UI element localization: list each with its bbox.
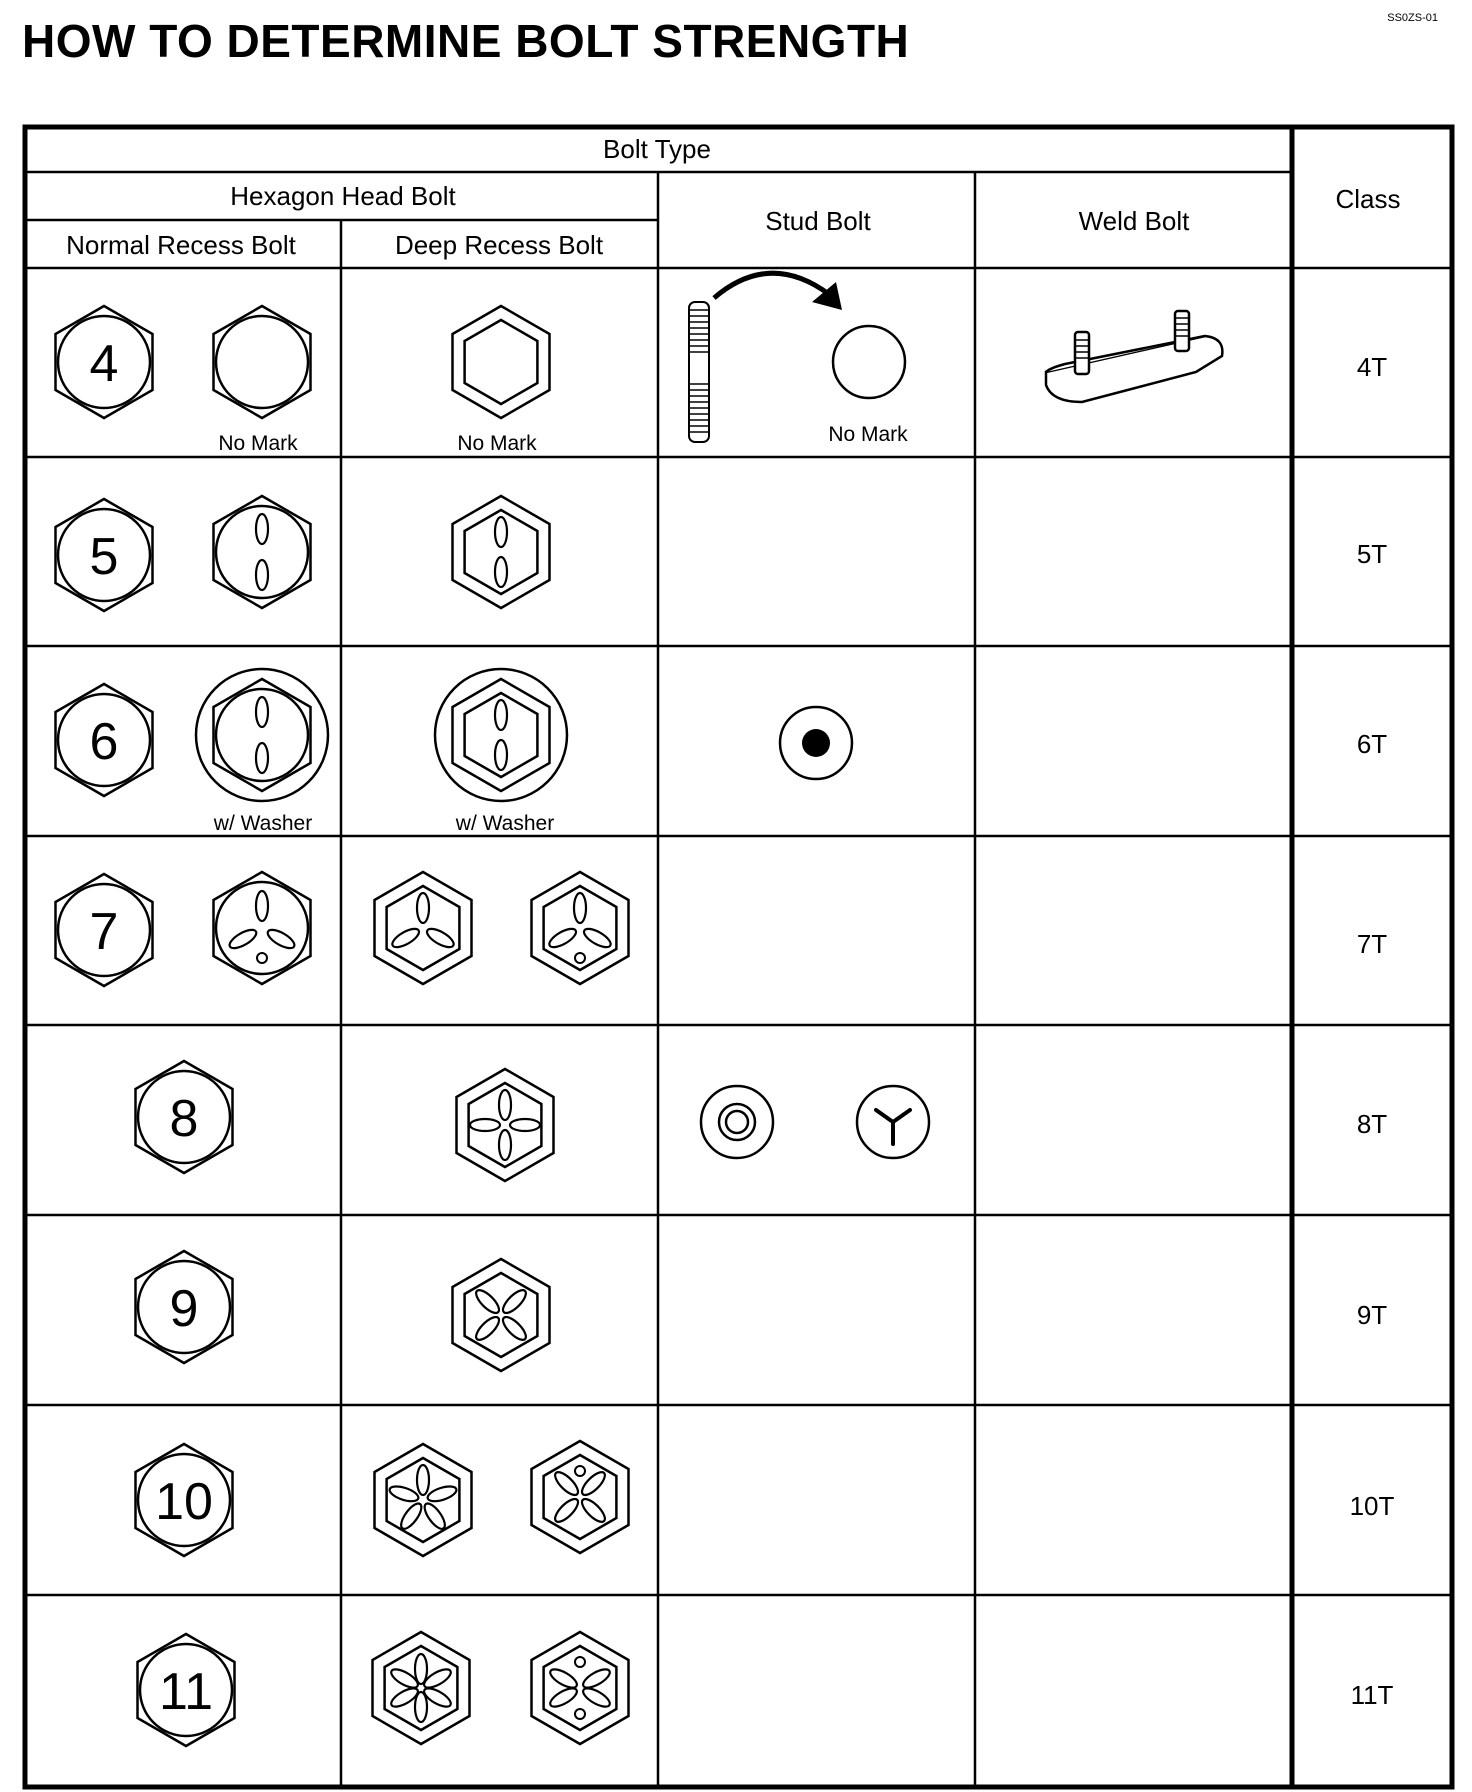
header-class: Class — [1335, 184, 1401, 214]
hex-bolt-number-icon — [136, 1061, 233, 1173]
no-mark-label: No Mark — [457, 432, 537, 455]
header-stud-bolt: Stud Bolt — [765, 206, 871, 236]
header-deep-recess-bolt: Deep Recess Bolt — [394, 230, 604, 260]
stud-ring-mark-icon — [701, 1086, 773, 1158]
hex-bolt-number-icon — [138, 1634, 235, 1746]
arrow-icon — [714, 273, 830, 298]
class-label: 6T — [1356, 729, 1388, 759]
class-label: 9T — [1356, 1300, 1388, 1330]
class-label: 7T — [1356, 929, 1388, 959]
washer-label: w/ Washer — [213, 812, 313, 835]
class-label: 8T — [1356, 1109, 1388, 1139]
bolt-number: 8 — [169, 1090, 199, 1148]
hex-bolt-washer-icon — [196, 669, 328, 801]
class-label: 11T — [1350, 1680, 1394, 1710]
stud-dot-mark-icon — [780, 707, 852, 779]
bolt-number: 6 — [89, 713, 119, 771]
bolt-number: 10 — [155, 1473, 213, 1531]
deep-recess-two-marks-icon — [453, 496, 550, 608]
page-title: HOW TO DETERMINE BOLT STRENGTH — [22, 15, 910, 67]
bolt-number: 11 — [159, 1663, 213, 1721]
hex-bolt-number-icon — [136, 1251, 233, 1363]
header-normal-recess-bolt: Normal Recess Bolt — [66, 230, 296, 260]
hex-bolt-number-icon — [56, 684, 153, 796]
header-bolt-type: Bolt Type — [603, 134, 711, 164]
hex-bolt-two-marks-icon — [214, 496, 311, 608]
weld-bolt-icon — [1046, 311, 1222, 402]
hex-bolt-number-icon — [56, 499, 153, 611]
hex-bolt-number-icon — [56, 874, 153, 986]
deep-recess-four-marks-two-dots-icon — [532, 1632, 629, 1744]
deep-recess-washer-icon — [435, 669, 567, 801]
class-label: 5T — [1356, 539, 1388, 569]
bolt-number: 4 — [89, 335, 119, 393]
class-label: 10T — [1349, 1491, 1395, 1521]
washer-label: w/ Washer — [455, 812, 555, 835]
deep-recess-four-marks-dot-icon — [532, 1441, 629, 1553]
bolt-number: 9 — [169, 1280, 199, 1338]
deep-recess-six-marks-icon — [373, 1632, 470, 1744]
bolt-number: 5 — [89, 528, 119, 586]
bolt-number: 7 — [89, 903, 119, 961]
stud-y-mark-icon — [857, 1086, 929, 1158]
hex-bolt-number-icon — [56, 306, 153, 418]
header-hexagon-head-bolt: Hexagon Head Bolt — [230, 181, 456, 211]
no-mark-label: No Mark — [828, 423, 908, 446]
stud-bolt-icon — [689, 302, 709, 442]
hex-bolt-three-marks-icon — [214, 872, 311, 984]
hex-bolt-number-icon — [136, 1444, 233, 1556]
deep-recess-three-marks-dot-icon — [532, 872, 629, 984]
deep-recess-four-marks-x-icon — [453, 1259, 550, 1371]
stud-no-mark-icon — [833, 326, 905, 398]
header-weld-bolt: Weld Bolt — [1078, 206, 1190, 236]
document-code: SS0ZS-01 — [1387, 12, 1438, 24]
no-mark-label: No Mark — [218, 432, 298, 455]
deep-recess-four-marks-icon — [457, 1069, 554, 1181]
deep-recess-three-marks-icon — [375, 872, 472, 984]
class-label: 4T — [1356, 352, 1388, 382]
deep-recess-no-mark-icon — [453, 306, 550, 418]
hex-bolt-no-mark-icon — [214, 306, 311, 418]
deep-recess-five-marks-icon — [375, 1444, 472, 1556]
